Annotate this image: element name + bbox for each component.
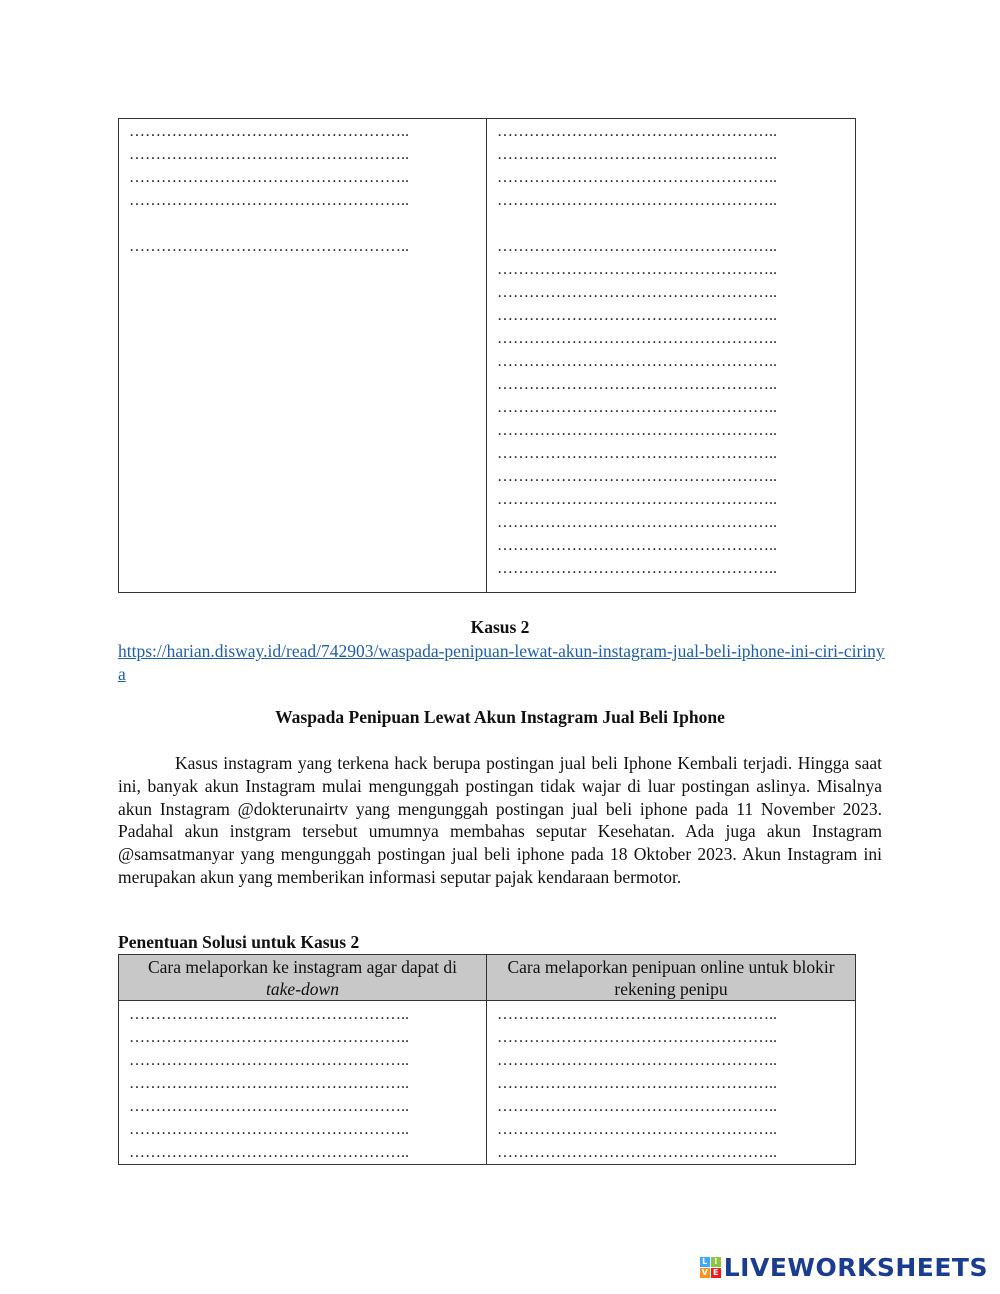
header-left-italic: take-down xyxy=(266,979,339,999)
section-title: Penentuan Solusi untuk Kasus 2 xyxy=(118,932,360,952)
dot-line: …………………………………………….. xyxy=(497,1006,777,1023)
answer-cell-right[interactable] xyxy=(487,1001,856,1165)
dot-line: …………………………………………….. xyxy=(497,169,777,186)
article-title: Waspada Penipuan Lewat Akun Instagram Jual Beli Iphone xyxy=(275,707,725,727)
dot-line: …………………………………………….. xyxy=(497,123,777,140)
dot-lines-group xyxy=(497,120,855,212)
dot-line: …………………………………………….. xyxy=(497,284,777,301)
dot-line: …………………………………………….. xyxy=(497,1121,777,1138)
case-title: Kasus 2 xyxy=(470,617,530,637)
header-right-text: Cara melaporkan penipuan online untuk blokir rekening penipu xyxy=(507,957,835,999)
dot-line: …………………………………………….. xyxy=(497,1075,777,1092)
dot-line: …………………………………………….. xyxy=(497,307,777,324)
header-report-instagram xyxy=(119,955,487,1001)
dot-line: …………………………………………….. xyxy=(497,146,777,163)
dot-line: …………………………………………….. xyxy=(129,1029,409,1046)
logo-mark-icon xyxy=(700,1257,721,1278)
dot-line: …………………………………………….. xyxy=(497,192,777,209)
dot-line: …………………………………………….. xyxy=(497,422,777,439)
dot-line: …………………………………………….. xyxy=(497,1144,777,1161)
dot-line: …………………………………………….. xyxy=(129,1006,409,1023)
dot-line: …………………………………………….. xyxy=(129,1121,409,1138)
dot-line: …………………………………………….. xyxy=(497,399,777,416)
dot-lines-group xyxy=(497,1003,855,1164)
logo-letter: V xyxy=(701,1268,708,1277)
dot-line: …………………………………………….. xyxy=(129,146,409,163)
dot-line: …………………………………………….. xyxy=(497,560,777,577)
dot-line: …………………………………………….. xyxy=(129,1144,409,1161)
dot-line: …………………………………………….. xyxy=(497,1052,777,1069)
dot-lines-group xyxy=(129,1003,486,1164)
header-report-bank xyxy=(487,955,856,1001)
dot-line: …………………………………………….. xyxy=(129,1052,409,1069)
dot-line: …………………………………………….. xyxy=(497,330,777,347)
dot-line: …………………………………………….. xyxy=(497,537,777,554)
answer-cell-left[interactable] xyxy=(119,1001,487,1165)
dot-line: …………………………………………….. xyxy=(129,1098,409,1115)
dot-line: …………………………………………….. xyxy=(129,238,409,255)
dot-line: …………………………………………….. xyxy=(129,169,409,186)
dot-line: …………………………………………….. xyxy=(497,1029,777,1046)
dot-line: …………………………………………….. xyxy=(129,192,409,209)
source-link[interactable]: https://harian.disway.id/read/742903/waspada-penipuan-lewat-akun-instagram-jual-beli-iphone-ini-ciri-cirinya xyxy=(118,641,885,684)
dot-line: …………………………………………….. xyxy=(497,261,777,278)
dot-line: …………………………………………….. xyxy=(497,514,777,531)
dot-line: …………………………………………….. xyxy=(497,1098,777,1115)
logo-letter: L xyxy=(700,1257,710,1267)
solution-table-case-2 xyxy=(118,954,856,1165)
header-left-text: Cara melaporkan ke instagram agar dapat di xyxy=(147,957,458,977)
article-paragraph: Kasus instagram yang terkena hack berupa postingan jual beli Iphone Kembali terjadi. Hingga saat ini, banyak akun Instagram mulai mengunggah postingan tidak wajar di luar postingan aslinya. Misalnya akun Instagram @dokterunairtv yang mengunggah postingan jual beli iphone pada 11 November 2023. Padahal akun instgram tersebut umumnya membahas seputar Kesehatan. Ada juga akun Instagram @samsatmanyar yang mengunggah postingan jual beli iphone pada 18 Oktober 2023. Akun Instagram ini merupakan akun yang memberikan informasi seputar pajak kendaraan bermotor. xyxy=(118,753,882,887)
dot-line: …………………………………………….. xyxy=(497,445,777,462)
logo-text: LIVEWORKSHEETS xyxy=(723,1253,988,1282)
dot-line: …………………………………………….. xyxy=(497,491,777,508)
logo-letter: I xyxy=(711,1257,721,1267)
dot-line: …………………………………………….. xyxy=(497,238,777,255)
dot-lines-group xyxy=(129,120,486,212)
dot-line: …………………………………………….. xyxy=(497,353,777,370)
dot-line: …………………………………………….. xyxy=(129,123,409,140)
dot-line: …………………………………………….. xyxy=(497,376,777,393)
answer-cell-left[interactable] xyxy=(119,119,487,593)
dot-line: …………………………………………….. xyxy=(497,468,777,485)
dot-lines-group xyxy=(497,235,855,580)
answer-cell-right[interactable] xyxy=(487,119,856,593)
dot-lines-group xyxy=(129,235,486,258)
logo-letter: E xyxy=(711,1268,721,1278)
dot-line: …………………………………………….. xyxy=(129,1075,409,1092)
liveworksheets-logo xyxy=(700,1253,988,1282)
answer-table-case-1-continued xyxy=(118,118,856,593)
